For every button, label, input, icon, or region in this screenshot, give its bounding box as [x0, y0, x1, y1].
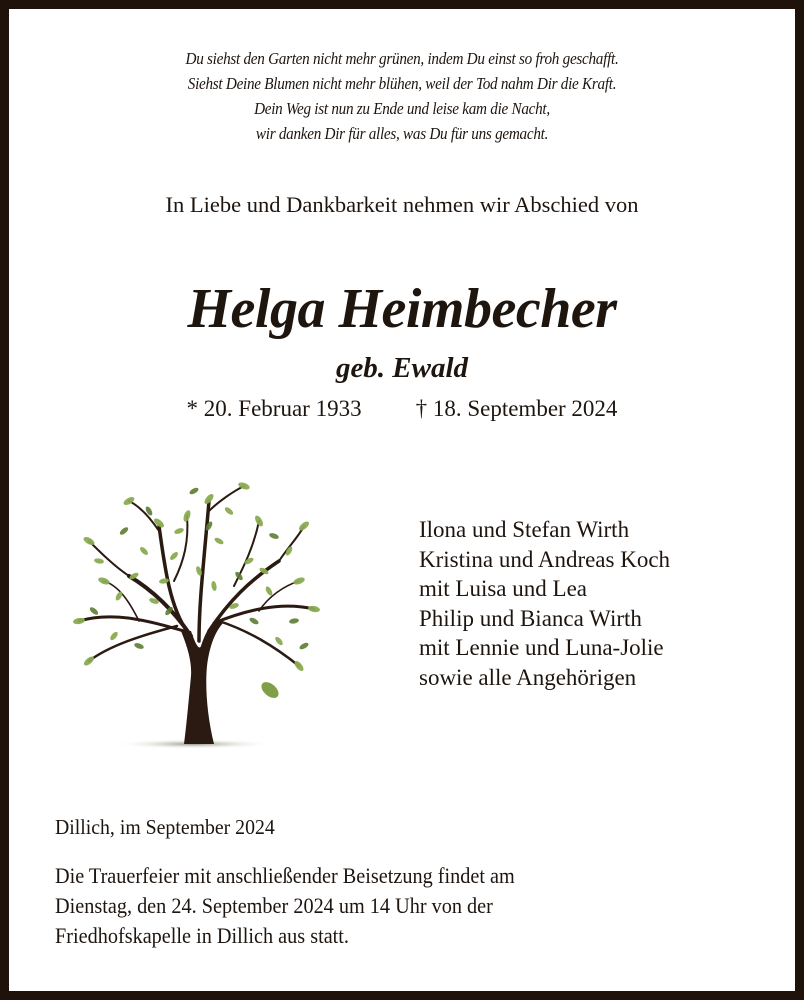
poem-line: wir danken Dir für alles, was Du für uns gemacht.	[255, 124, 549, 143]
life-dates	[9, 396, 795, 422]
mourner-line: Ilona und Stefan Wirth	[419, 517, 630, 542]
maiden-name: geb. Ewald	[335, 352, 469, 384]
mourner-line: Philip und Bianca Wirth	[419, 605, 642, 631]
service-line: Die Trauerfeier mit anschließender Beisetzung findet am	[55, 863, 515, 888]
poem-line: Dein Weg ist nun zu Ende und leise kam die Nacht,	[254, 99, 550, 118]
death-date: † 18. September 2024	[415, 396, 618, 421]
service-info	[55, 861, 515, 951]
deceased-name: Helga Heimbecher	[187, 278, 617, 340]
mourner-line: sowie alle Angehörigen	[419, 664, 637, 690]
mourner-line: mit Luisa und Lea	[419, 576, 587, 601]
service-line: Friedhofskapelle in Dillich aus statt.	[55, 923, 349, 948]
mourners-list	[419, 515, 670, 692]
poem-line: Du siehst den Garten nicht mehr grünen, indem Du einst so froh geschafft.	[185, 49, 619, 68]
place-date: Dillich, im September 2024	[55, 815, 275, 839]
poem	[40, 46, 763, 146]
poem-line: Siehst Deine Blumen nicht mehr blühen, weil der Tod nahm Dir die Kraft.	[187, 74, 617, 93]
obituary-page	[9, 9, 795, 991]
tree-icon	[59, 471, 329, 756]
mourner-line: Kristina und Andreas Koch	[419, 546, 671, 572]
intro-text: In Liebe und Dankbarkeit nehmen wir Abschied von	[165, 192, 639, 217]
birth-date: * 20. Februar 1933	[186, 396, 362, 421]
mourner-line: mit Lennie und Luna-Jolie	[419, 635, 664, 660]
service-line: Dienstag, den 24. September 2024 um 14 Uhr von der	[55, 893, 493, 918]
